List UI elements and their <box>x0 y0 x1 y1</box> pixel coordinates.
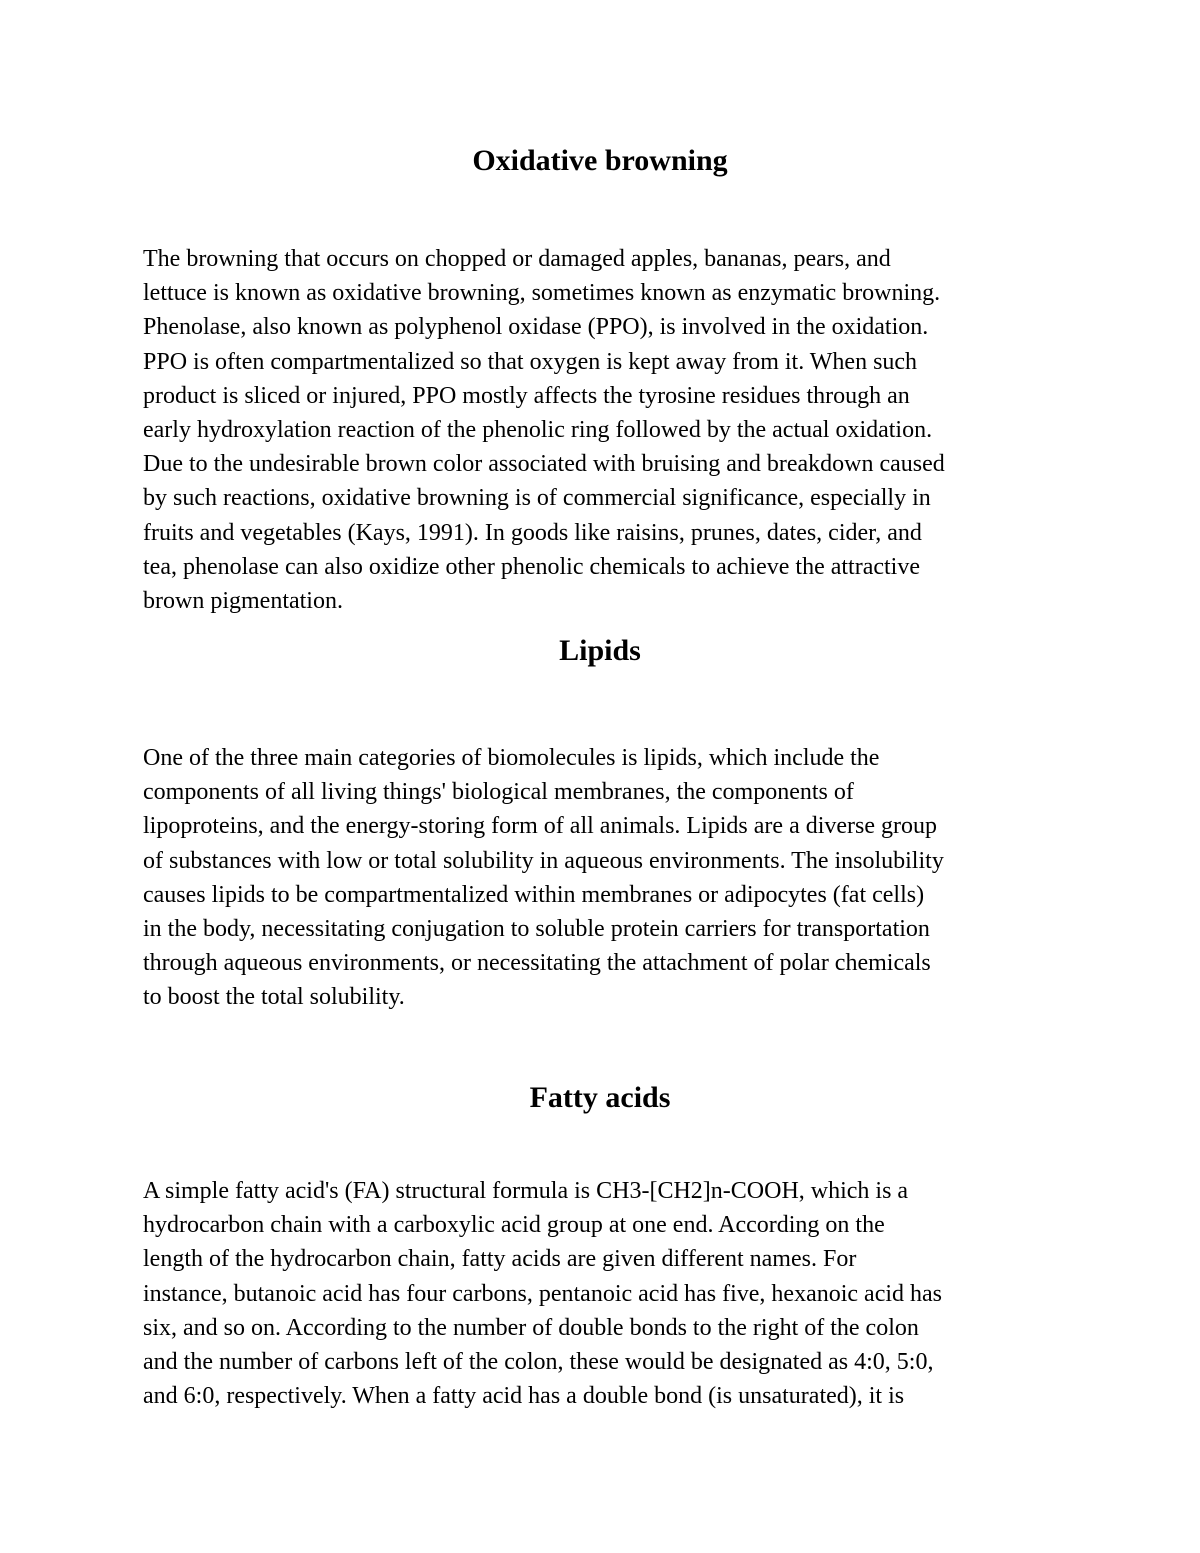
text-line: PPO is often compartmentalized so that oxygen is kept away from it. When such <box>143 348 918 375</box>
text-line: The browning that occurs on chopped or damaged apples, bananas, pears, and <box>143 246 891 272</box>
heading-oxidative-browning: Oxidative browning <box>472 144 728 177</box>
text-line: instance, butanoic acid has four carbons, pentanoic acid has five, hexanoic acid has <box>143 1280 943 1307</box>
text-line: One of the three main categories of biomolecules is lipids, which include the <box>143 745 880 771</box>
heading-lipids: Lipids <box>559 634 641 667</box>
text-line: length of the hydrocarbon chain, fatty acids are given different names. For <box>143 1246 857 1273</box>
text-line: product is sliced or injured, PPO mostly affects the tyrosine residues through an <box>143 382 910 409</box>
paragraph-oxidative-browning <box>143 242 1073 618</box>
text-line: early hydroxylation reaction of the phenolic ring followed by the actual oxidation. <box>143 417 933 444</box>
paragraph-fatty-acids <box>143 1174 1073 1413</box>
text-line: components of all living things' biological membranes, the components of <box>143 779 854 806</box>
text-line: to boost the total solubility. <box>143 984 405 1011</box>
text-line: lipoproteins, and the energy-storing form of all animals. Lipids are a diverse group <box>143 813 938 840</box>
text-line: hydrocarbon chain with a carboxylic acid group at one end. According on the <box>143 1212 885 1239</box>
text-line: fruits and vegetables (Kays, 1991). In goods like raisins, prunes, dates, cider, and <box>143 519 922 546</box>
text-line: causes lipids to be compartmentalized within membranes or adipocytes (fat cells) <box>143 881 925 908</box>
text-line: lettuce is known as oxidative browning, sometimes known as enzymatic browning. <box>143 280 941 307</box>
text-line: Due to the undesirable brown color associated with bruising and breakdown caused <box>143 451 945 478</box>
text-line: brown pigmentation. <box>143 588 343 615</box>
text-line: Phenolase, also known as polyphenol oxidase (PPO), is involved in the oxidation. <box>143 314 929 341</box>
heading-fatty-acids: Fatty acids <box>529 1081 671 1114</box>
text-line: through aqueous environments, or necessitating the attachment of polar chemicals <box>143 950 931 977</box>
paragraph-lipids <box>143 741 1073 1015</box>
text-line: of substances with low or total solubility in aqueous environments. The insolubility <box>143 847 944 874</box>
text-line: in the body, necessitating conjugation to soluble protein carriers for transportation <box>143 916 930 943</box>
text-line: A simple fatty acid's (FA) structural formula is CH3-[CH2]n-COOH, which is a <box>143 1178 909 1204</box>
text-line: and 6:0, respectively. When a fatty acid has a double bond (is unsaturated), it is <box>143 1383 905 1410</box>
text-line: and the number of carbons left of the colon, these would be designated as 4:0, 5:0, <box>143 1349 934 1376</box>
text-line: six, and so on. According to the number of double bonds to the right of the colon <box>143 1314 919 1341</box>
text-line: tea, phenolase can also oxidize other phenolic chemicals to achieve the attractive <box>143 553 920 580</box>
text-line: by such reactions, oxidative browning is of commercial significance, especially in <box>143 485 931 512</box>
